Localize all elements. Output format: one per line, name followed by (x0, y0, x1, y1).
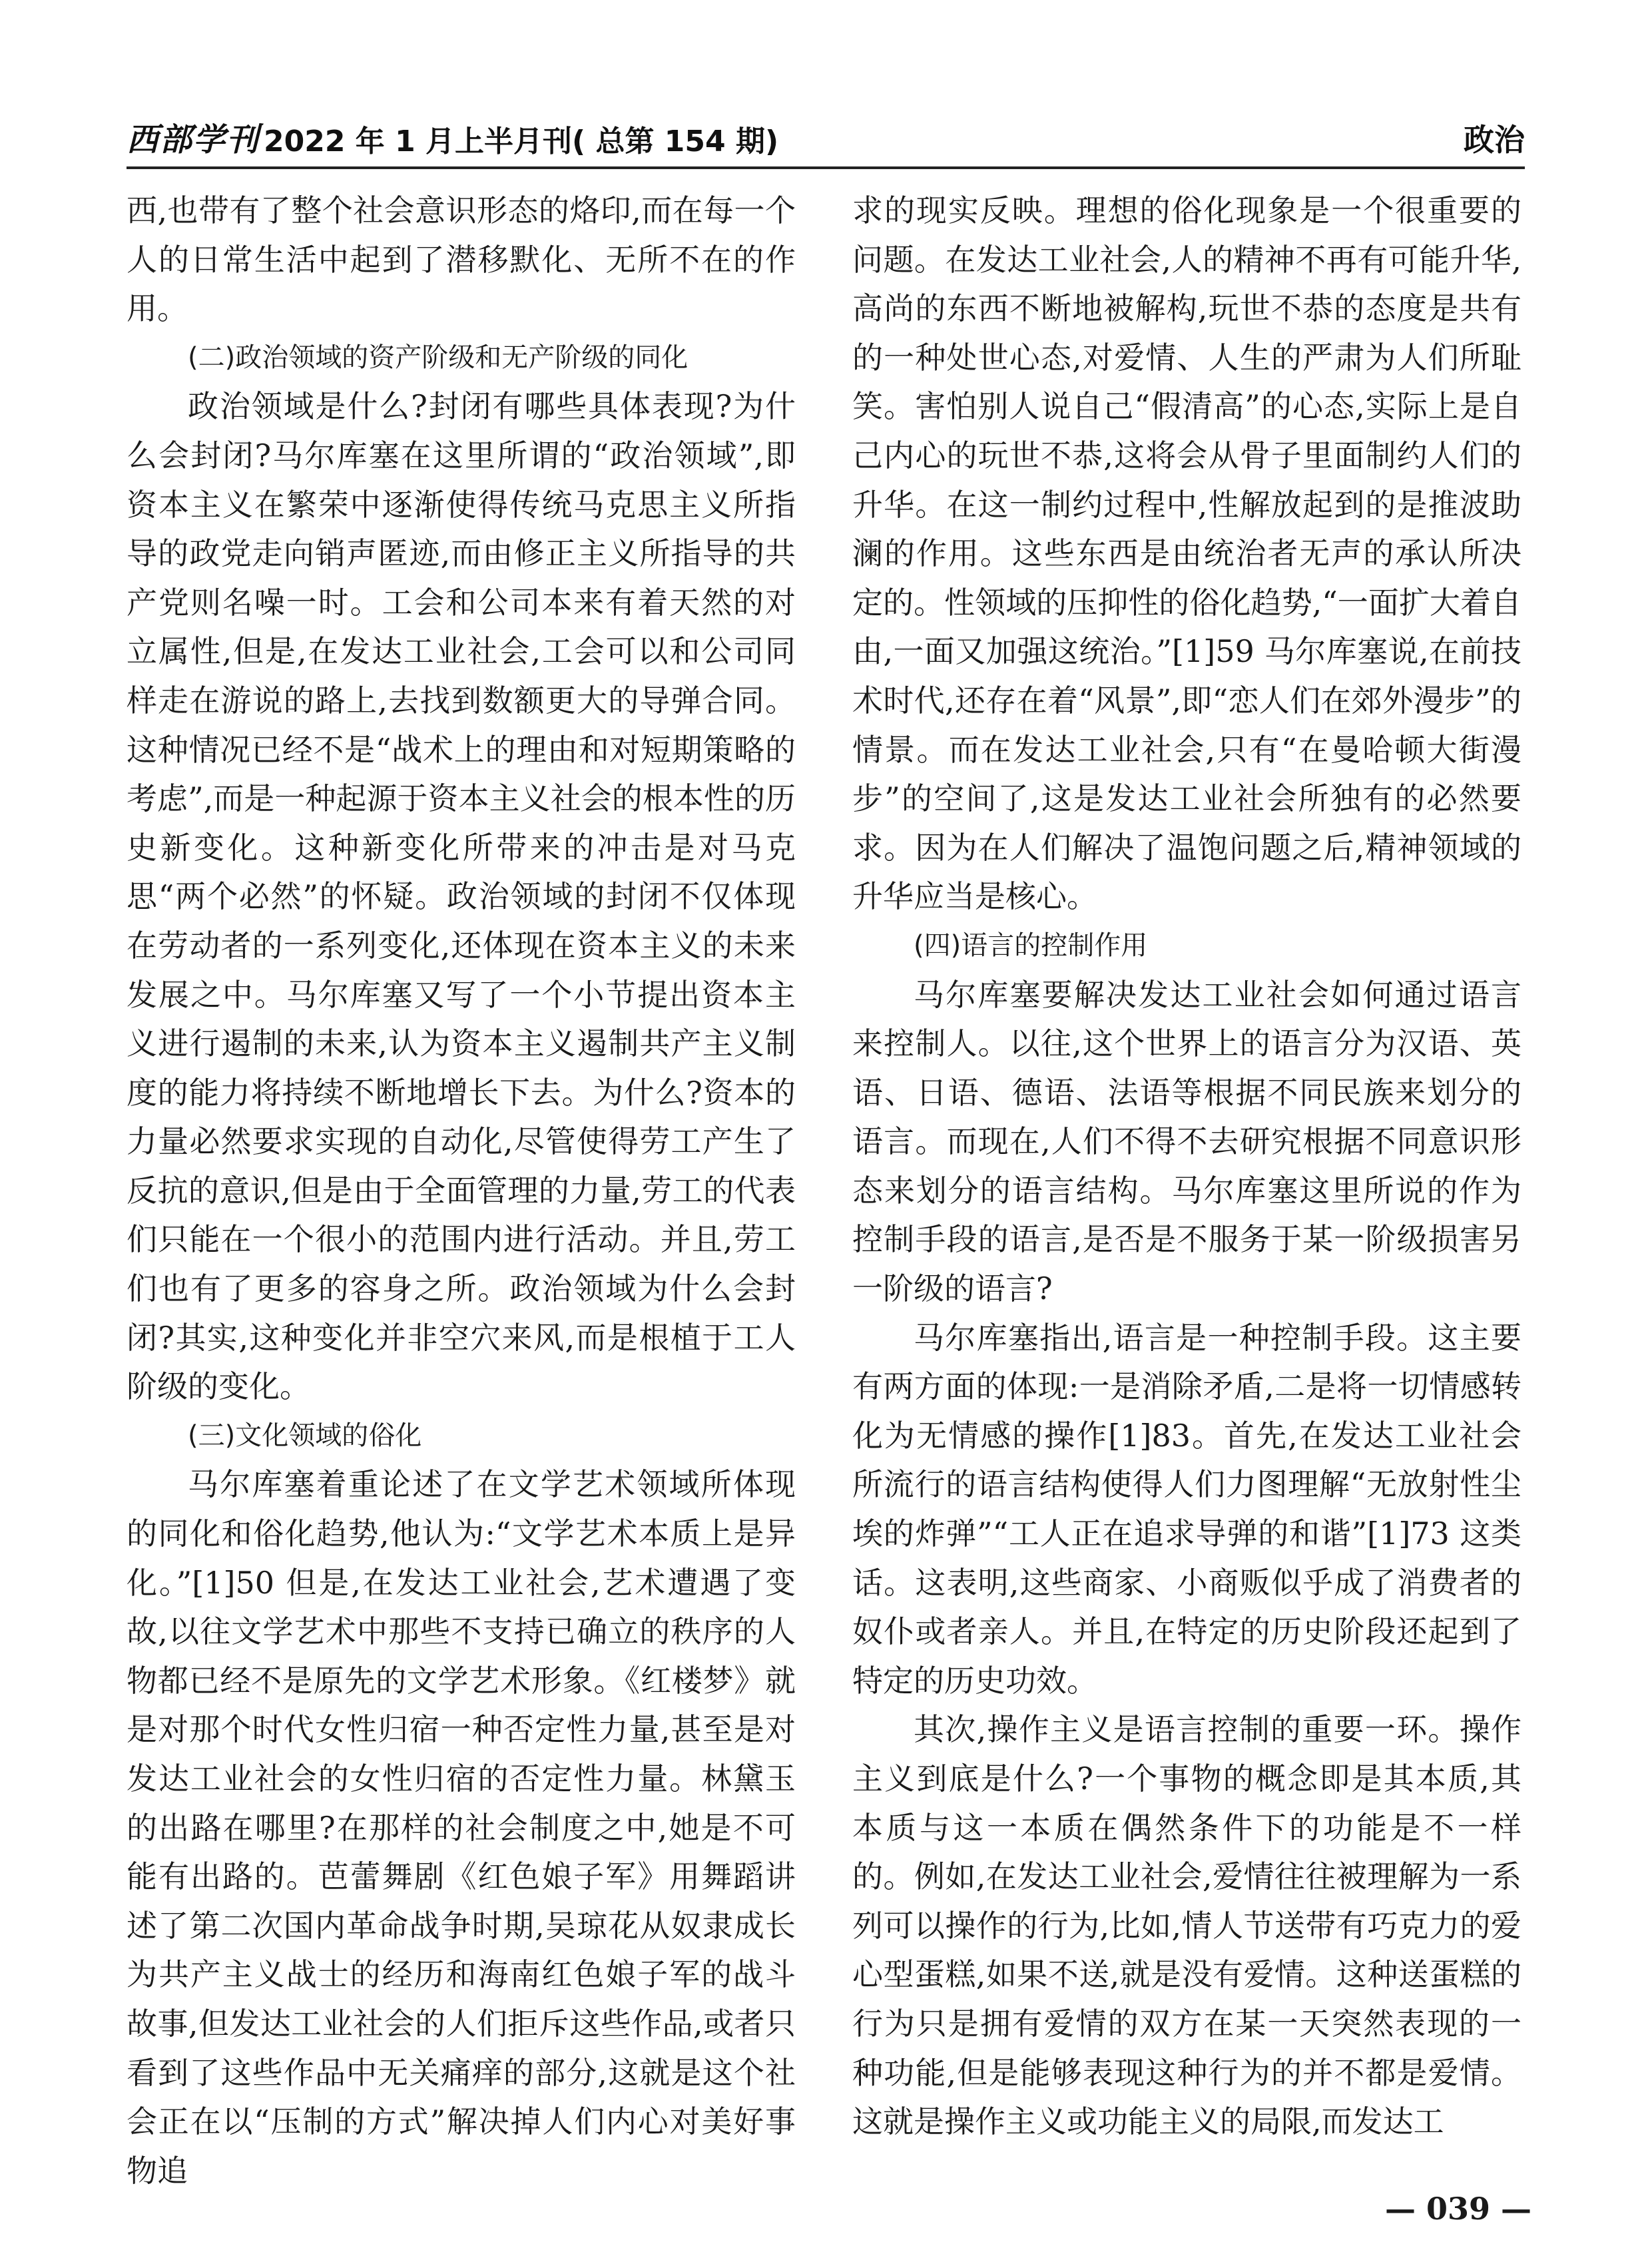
page-header (127, 107, 1525, 160)
paragraph: 其次,操作主义是语言控制的重要一环。操作主义到底是什么?一个事物的概念即是其本质,其本质与这一本质在偶然条件下的功能是不一样的。例如,在发达工业社会,爱情往往被理解为一系列可以操作的行为,比如,情人节送带有巧克力的爱心型蛋糕,如果不送,就是没有爱情。这种送蛋糕的行为只是拥有爱情的双方在某一天突然表现的一种功能,但是能够表现这种行为的并不都是爱情。这就是操作主义或功能主义的局限,而发达工 (852, 1711, 1521, 2140)
paragraph: 西,也带有了整个社会意识形态的烙印,而在每一个人的日常生活中起到了潜移默化、无所不在的作用。 (127, 192, 796, 327)
paragraph: 马尔库塞要解决发达工业社会如何通过语言来控制人。以往,这个世界上的语言分为汉语、英语、日语、德语、法语等根据不同民族来划分的语言。而现在,人们不得不去研究根据不同意识形态来划分的语言结构。马尔库塞这里所说的作为控制手段的语言,是否是不服务于某一阶级损害另一阶级的语言? (852, 976, 1521, 1307)
header-left (127, 114, 778, 160)
paragraph: 马尔库塞着重论述了在文学艺术领域所体现的同化和俗化趋势,他认为:“文学艺术本质上是异化。”[1]50 但是,在发达工业社会,艺术遭遇了变故,以往文学艺术中那些不支持已确立的秩序的人物都已经不是原先的文学艺术形象。《红楼梦》就是对那个时代女性归宿一种否定性力量,甚至是对发达工业社会的女性归宿的否定性力量。林黛玉的出路在哪里?在那样的社会制度之中,她是不可能有出路的。芭蕾舞剧《红色娘子军》用舞蹈讲述了第二次国内革命战争时期,吴琼花从奴隶成长为共产主义战士的经历和海南红色娘子军的战斗故事,但发达工业社会的人们拒斥这些作品,或者只看到了这些作品中无关痛痒的部分,这就是这个社会正在以“压制的方式”解决掉人们内心对美好事物追 (127, 1466, 796, 2189)
section-heading: (四)语言的控制作用 (914, 930, 1148, 961)
page-number: — 039 — (1384, 2191, 1531, 2227)
paragraph: 求的现实反映。理想的俗化现象是一个很重要的问题。在发达工业社会,人的精神不再有可能升华,高尚的东西不断地被解构,玩世不恭的态度是共有的一种处世心态,对爱情、人生的严肃为人们所耻笑。害怕别人说自己“假清高”的心态,实际上是自己内心的玩世不恭,这将会从骨子里面制约人们的升华。在这一制约过程中,性解放起到的是推波助澜的作用。这些东西是由统治者无声的承认所决定的。性领域的压抑性的俗化趋势,“一面扩大着自由,一面又加强这统治。”[1]59 马尔库塞说,在前技术时代,还存在着“风景”,即“恋人们在郊外漫步”的情景。而在发达工业社会,只有“在曼哈顿大街漫步”的空间了,这是发达工业社会所独有的必然要求。因为在人们解决了温饱问题之后,精神领域的升华应当是核心。 (852, 192, 1521, 915)
header-divider (127, 166, 1525, 169)
section-heading: (三)文化领域的俗化 (188, 1420, 422, 1451)
left-column (127, 186, 796, 2195)
section-label: 政治 (1464, 122, 1525, 158)
right-column (852, 186, 1521, 2147)
issue-info: 2022 年 1 月上半月刊( 总第 154 期) (264, 125, 779, 158)
paragraph: 马尔库塞指出,语言是一种控制手段。这主要有两方面的体现:一是消除矛盾,二是将一切情感转化为无情感的操作[1]83。首先,在发达工业社会所流行的语言结构使得人们力图理解“无放射性尘埃的炸弹”“工人正在追求导弹的和谐”[1]73 这类话。这表明,这些商家、小商贩似乎成了消费者的奴仆或者亲人。并且,在特定的历史阶段还起到了特定的历史功效。 (852, 1319, 1521, 1699)
section-heading: (二)政治领域的资产阶级和无产阶级的同化 (188, 342, 688, 373)
paragraph: 政治领域是什么?封闭有哪些具体表现?为什么会封闭?马尔库塞在这里所谓的“政治领域”,即资本主义在繁荣中逐渐使得传统马克思主义所指导的政党走向销声匿迹,而由修正主义所指导的共产党则名噪一时。工会和公司本来有着天然的对立属性,但是,在发达工业社会,工会可以和公司同样走在游说的路上,去找到数额更大的导弹合同。这种情况已经不是“战术上的理由和对短期策略的考虑”,而是一种起源于资本主义社会的根本性的历史新变化。这种新变化所带来的冲击是对马克思“两个必然”的怀疑。政治领域的封闭不仅体现在劳动者的一系列变化,还体现在资本主义的未来发展之中。马尔库塞又写了一个小节提出资本主义进行遏制的未来,认为资本主义遏制共产主义制度的能力将持续不断地增长下去。为什么?资本的力量必然要求实现的自动化,尽管使得劳工产生了反抗的意识,但是由于全面管理的力量,劳工的代表们只能在一个很小的范围内进行活动。并且,劳工们也有了更多的容身之所。政治领域为什么会封闭?其实,这种变化并非空穴来风,而是根植于工人阶级的变化。 (127, 388, 796, 1405)
journal-logo: 西部学刊 (127, 121, 260, 158)
